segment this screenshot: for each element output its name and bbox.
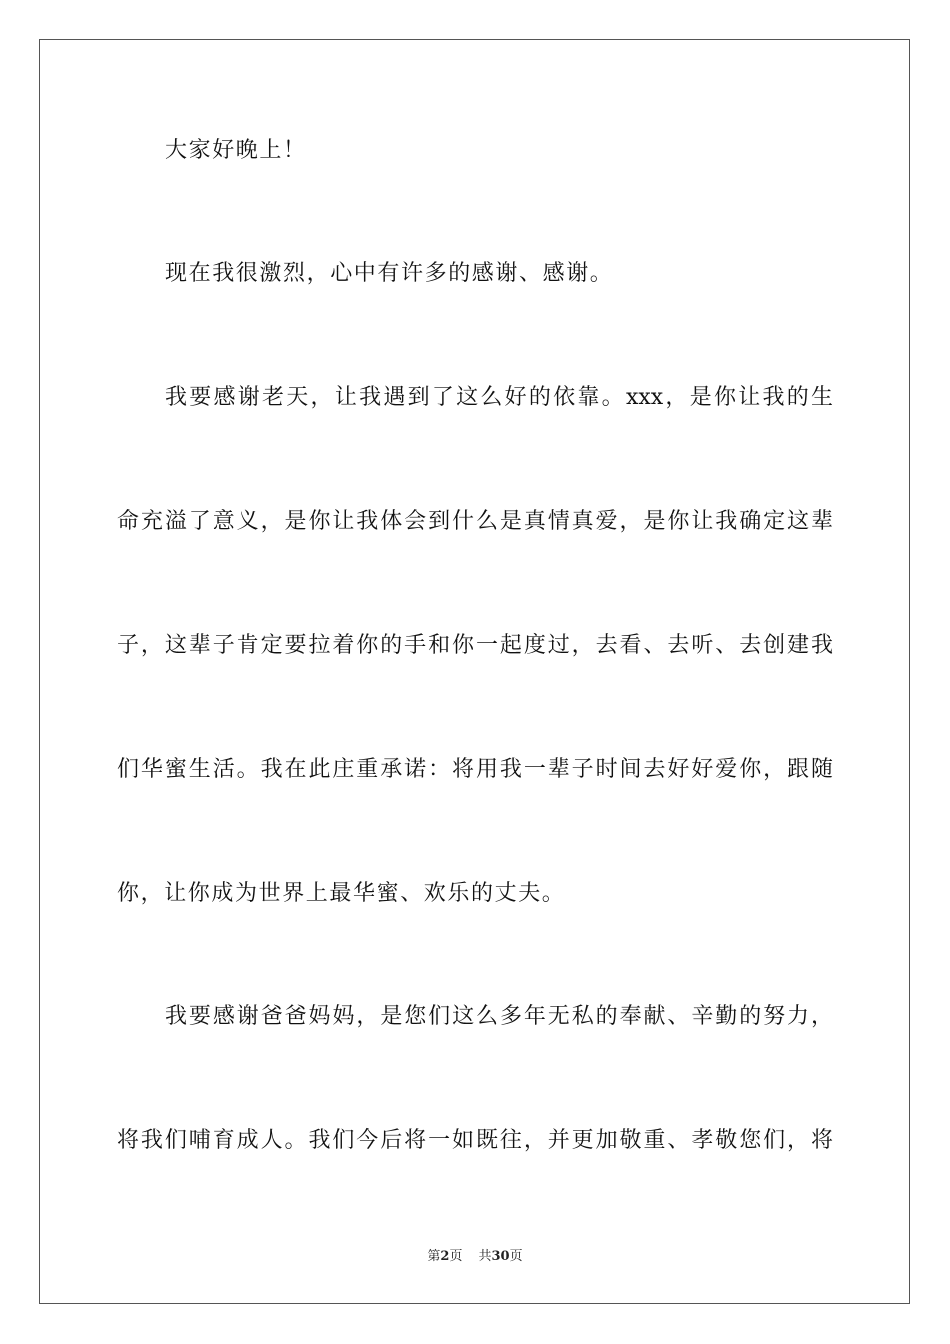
page-prefix: 第 [427, 1249, 441, 1264]
paragraph-greeting: 大家好晚上！ [165, 138, 307, 163]
paragraph-feelings: 现在我很激烈，心中有许多的感谢、感谢。 [165, 261, 614, 286]
paragraph-thanks-parents-line-1: 我要感谢爸爸妈妈，是您们这么多年无私的奉献、辛勤的努力， [165, 1004, 833, 1029]
paragraph-thanks-fate-line-4: 们华蜜生活。我在此庄重承诺：将用我一辈子时间去好好爱你，跟随 [117, 757, 833, 782]
page-footer [0, 1249, 950, 1265]
paragraph-thanks-parents-line-2: 将我们哺育成人。我们今后将一如既往，并更加敬重、孝敬您们，将 [117, 1128, 833, 1153]
total-pages: 30 [491, 1249, 510, 1264]
total-prefix: 共 [478, 1249, 492, 1264]
page-number: 2 [440, 1249, 450, 1264]
paragraph-thanks-fate-line-3: 子，这辈子肯定要拉着你的手和你一起度过，去看、去听、去创建我 [117, 633, 833, 658]
page-frame [39, 39, 910, 1304]
paragraph-thanks-fate-line-1: 我要感谢老天，让我遇到了这么好的依靠。xxx，是你让我的生 [165, 385, 833, 410]
paragraph-thanks-fate-line-2: 命充溢了意义，是你让我体会到什么是真情真爱，是你让我确定这辈 [117, 509, 833, 534]
total-suffix: 页 [509, 1249, 523, 1264]
page-suffix: 页 [449, 1249, 463, 1264]
paragraph-thanks-fate-line-5: 你，让你成为世界上最华蜜、欢乐的丈夫。 [117, 881, 566, 906]
